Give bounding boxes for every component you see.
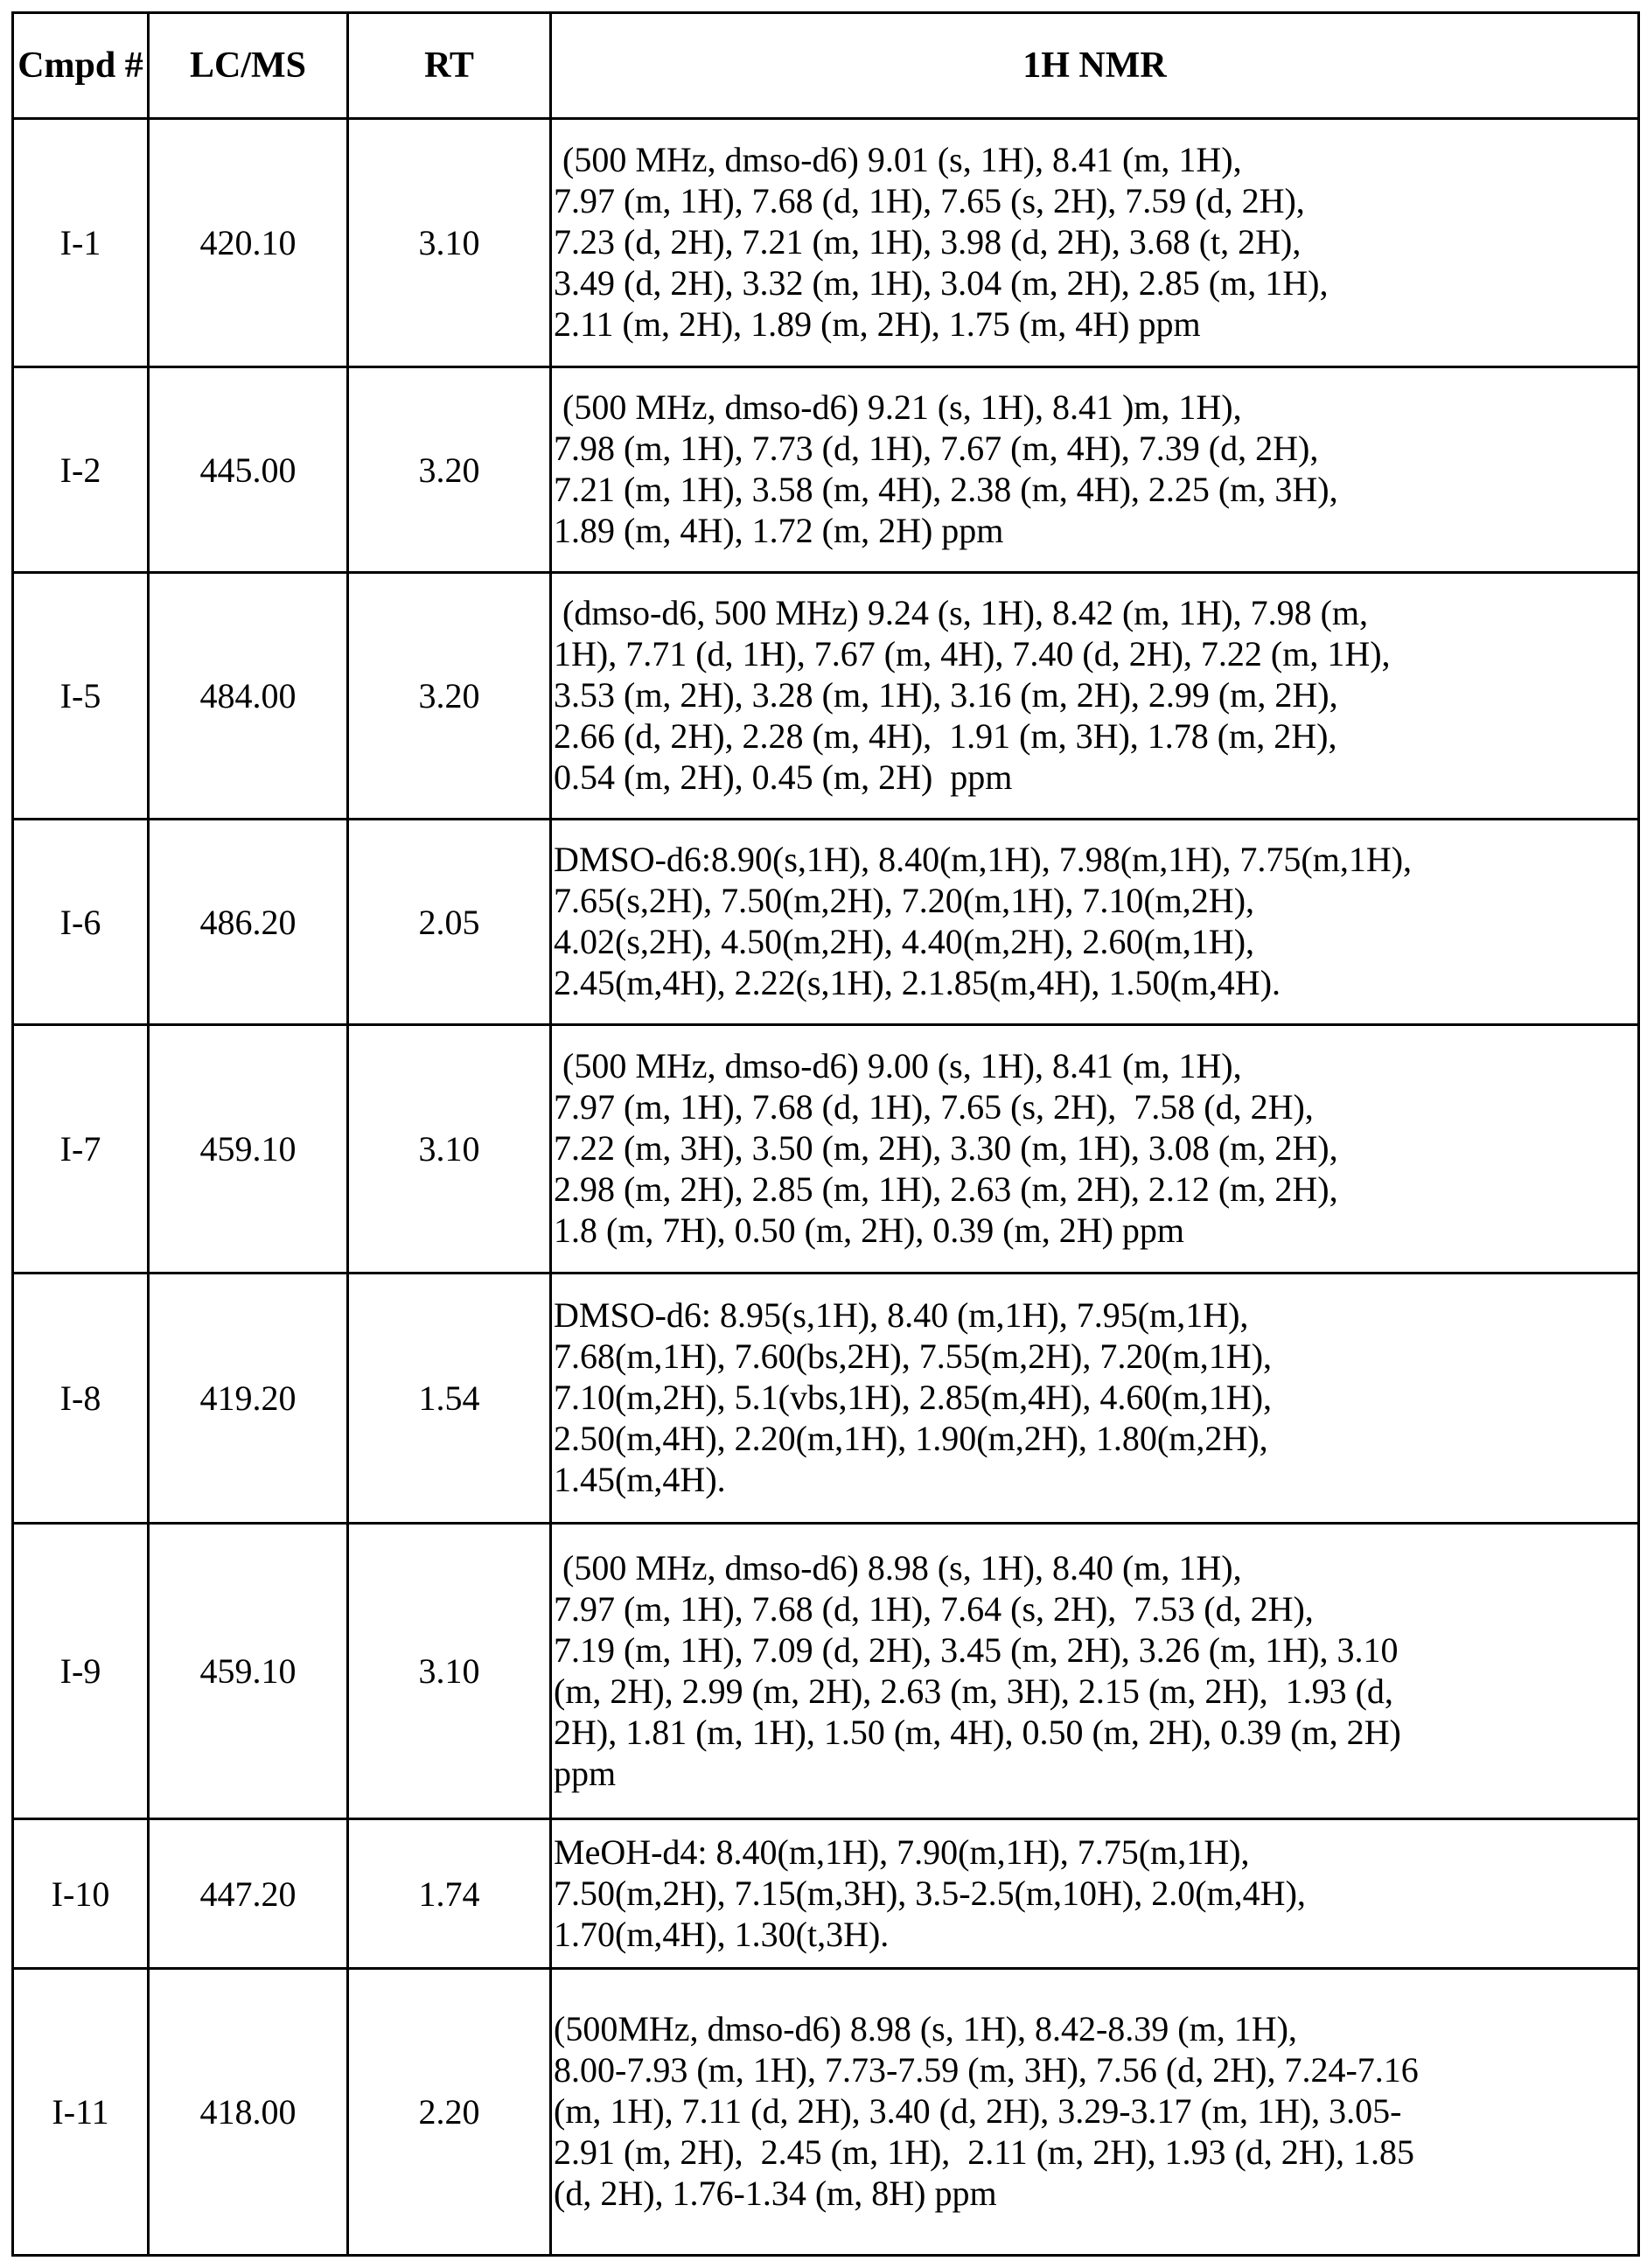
cell-lcms: 445.00 bbox=[149, 367, 348, 573]
nmr-line: 7.97 (m, 1H), 7.68 (d, 1H), 7.65 (s, 2H), 7.59 (d, 2H), bbox=[554, 180, 1634, 221]
cell-cmpd: I-10 bbox=[13, 1819, 149, 1969]
nmr-line: 7.21 (m, 1H), 3.58 (m, 4H), 2.38 (m, 4H), 2.25 (m, 3H), bbox=[554, 469, 1634, 510]
nmr-line: 1.70(m,4H), 1.30(t,3H). bbox=[554, 1914, 1634, 1955]
nmr-line: 2.11 (m, 2H), 1.89 (m, 2H), 1.75 (m, 4H) ppm bbox=[554, 304, 1634, 345]
cell-nmr bbox=[551, 1819, 1639, 1969]
cell-cmpd: I-1 bbox=[13, 119, 149, 367]
cell-cmpd: I-8 bbox=[13, 1274, 149, 1524]
cell-lcms: 418.00 bbox=[149, 1969, 348, 2256]
cell-rt: 2.20 bbox=[348, 1969, 551, 2256]
cell-lcms: 419.20 bbox=[149, 1274, 348, 1524]
nmr-line: (500MHz, dmso-d6) 8.98 (s, 1H), 8.42-8.39 (m, 1H), bbox=[554, 2008, 1634, 2049]
nmr-line: (500 MHz, dmso-d6) 9.21 (s, 1H), 8.41 )m, 1H), bbox=[554, 387, 1634, 428]
cell-rt: 3.10 bbox=[348, 119, 551, 367]
cell-nmr bbox=[551, 119, 1639, 367]
header-lcms: LC/MS bbox=[149, 13, 348, 119]
nmr-line: DMSO-d6: 8.95(s,1H), 8.40 (m,1H), 7.95(m,1H), bbox=[554, 1295, 1634, 1336]
nmr-line: 7.22 (m, 3H), 3.50 (m, 2H), 3.30 (m, 1H), 3.08 (m, 2H), bbox=[554, 1127, 1634, 1169]
cell-lcms: 459.10 bbox=[149, 1025, 348, 1274]
nmr-line: 1.89 (m, 4H), 1.72 (m, 2H) ppm bbox=[554, 510, 1634, 551]
nmr-line: 7.98 (m, 1H), 7.73 (d, 1H), 7.67 (m, 4H), 7.39 (d, 2H), bbox=[554, 428, 1634, 469]
table-row bbox=[13, 1969, 1639, 2256]
header-cmpd: Cmpd # bbox=[13, 13, 149, 119]
table-row bbox=[13, 119, 1639, 367]
table-row bbox=[13, 367, 1639, 573]
table-row bbox=[13, 820, 1639, 1025]
cell-cmpd: I-5 bbox=[13, 573, 149, 820]
cell-cmpd: I-6 bbox=[13, 820, 149, 1025]
nmr-line: 7.23 (d, 2H), 7.21 (m, 1H), 3.98 (d, 2H), 3.68 (t, 2H), bbox=[554, 221, 1634, 262]
cell-cmpd: I-9 bbox=[13, 1524, 149, 1819]
cell-rt: 3.10 bbox=[348, 1025, 551, 1274]
nmr-line: 7.97 (m, 1H), 7.68 (d, 1H), 7.64 (s, 2H), 7.53 (d, 2H), bbox=[554, 1588, 1634, 1629]
cell-rt: 3.10 bbox=[348, 1524, 551, 1819]
nmr-line: 0.54 (m, 2H), 0.45 (m, 2H) ppm bbox=[554, 757, 1634, 798]
nmr-line: 1.45(m,4H). bbox=[554, 1459, 1634, 1500]
nmr-line: 7.10(m,2H), 5.1(vbs,1H), 2.85(m,4H), 4.60(m,1H), bbox=[554, 1377, 1634, 1418]
header-rt: RT bbox=[348, 13, 551, 119]
nmr-line: MeOH-d4: 8.40(m,1H), 7.90(m,1H), 7.75(m,1H), bbox=[554, 1832, 1634, 1873]
cell-lcms: 459.10 bbox=[149, 1524, 348, 1819]
table-row bbox=[13, 1274, 1639, 1524]
nmr-line: (d, 2H), 1.76-1.34 (m, 8H) ppm bbox=[554, 2173, 1634, 2214]
nmr-line: 7.50(m,2H), 7.15(m,3H), 3.5-2.5(m,10H), 2.0(m,4H), bbox=[554, 1873, 1634, 1914]
nmr-line: 8.00-7.93 (m, 1H), 7.73-7.59 (m, 3H), 7.56 (d, 2H), 7.24-7.16 bbox=[554, 2049, 1634, 2090]
nmr-line: ppm bbox=[554, 1753, 1634, 1794]
cell-cmpd: I-7 bbox=[13, 1025, 149, 1274]
cell-lcms: 486.20 bbox=[149, 820, 348, 1025]
cell-nmr bbox=[551, 820, 1639, 1025]
cell-lcms: 420.10 bbox=[149, 119, 348, 367]
nmr-line: 3.53 (m, 2H), 3.28 (m, 1H), 3.16 (m, 2H), 2.99 (m, 2H), bbox=[554, 674, 1634, 715]
nmr-line: 2H), 1.81 (m, 1H), 1.50 (m, 4H), 0.50 (m, 2H), 0.39 (m, 2H) bbox=[554, 1712, 1634, 1753]
cell-rt: 3.20 bbox=[348, 573, 551, 820]
cell-nmr bbox=[551, 1524, 1639, 1819]
cell-nmr bbox=[551, 1025, 1639, 1274]
nmr-line: 2.66 (d, 2H), 2.28 (m, 4H), 1.91 (m, 3H), 1.78 (m, 2H), bbox=[554, 715, 1634, 757]
nmr-line: (500 MHz, dmso-d6) 8.98 (s, 1H), 8.40 (m, 1H), bbox=[554, 1547, 1634, 1588]
cell-lcms: 447.20 bbox=[149, 1819, 348, 1969]
nmr-line: 7.97 (m, 1H), 7.68 (d, 1H), 7.65 (s, 2H), 7.58 (d, 2H), bbox=[554, 1086, 1634, 1127]
nmr-line: (500 MHz, dmso-d6) 9.01 (s, 1H), 8.41 (m, 1H), bbox=[554, 139, 1634, 180]
table-row bbox=[13, 1025, 1639, 1274]
nmr-line: (dmso-d6, 500 MHz) 9.24 (s, 1H), 8.42 (m, 1H), 7.98 (m, bbox=[554, 592, 1634, 633]
cell-lcms: 484.00 bbox=[149, 573, 348, 820]
cell-nmr bbox=[551, 1274, 1639, 1524]
cell-cmpd: I-2 bbox=[13, 367, 149, 573]
nmr-line: 7.19 (m, 1H), 7.09 (d, 2H), 3.45 (m, 2H), 3.26 (m, 1H), 3.10 bbox=[554, 1629, 1634, 1671]
cell-nmr bbox=[551, 1969, 1639, 2256]
nmr-line: 2.98 (m, 2H), 2.85 (m, 1H), 2.63 (m, 2H), 2.12 (m, 2H), bbox=[554, 1169, 1634, 1210]
nmr-line: (m, 2H), 2.99 (m, 2H), 2.63 (m, 3H), 2.15 (m, 2H), 1.93 (d, bbox=[554, 1671, 1634, 1712]
cell-rt: 1.54 bbox=[348, 1274, 551, 1524]
cell-rt: 3.20 bbox=[348, 367, 551, 573]
table-header-row bbox=[13, 13, 1639, 119]
cell-rt: 2.05 bbox=[348, 820, 551, 1025]
nmr-line: 2.50(m,4H), 2.20(m,1H), 1.90(m,2H), 1.80(m,2H), bbox=[554, 1418, 1634, 1459]
nmr-line: 3.49 (d, 2H), 3.32 (m, 1H), 3.04 (m, 2H), 2.85 (m, 1H), bbox=[554, 262, 1634, 304]
cell-nmr bbox=[551, 367, 1639, 573]
cell-cmpd: I-11 bbox=[13, 1969, 149, 2256]
nmr-line: 4.02(s,2H), 4.50(m,2H), 4.40(m,2H), 2.60(m,1H), bbox=[554, 921, 1634, 962]
nmr-line: (m, 1H), 7.11 (d, 2H), 3.40 (d, 2H), 3.29-3.17 (m, 1H), 3.05- bbox=[554, 2090, 1634, 2132]
nmr-line: 7.68(m,1H), 7.60(bs,2H), 7.55(m,2H), 7.20(m,1H), bbox=[554, 1336, 1634, 1377]
nmr-line: DMSO-d6:8.90(s,1H), 8.40(m,1H), 7.98(m,1H), 7.75(m,1H), bbox=[554, 839, 1634, 880]
nmr-line: 7.65(s,2H), 7.50(m,2H), 7.20(m,1H), 7.10(m,2H), bbox=[554, 880, 1634, 921]
nmr-line: 1H), 7.71 (d, 1H), 7.67 (m, 4H), 7.40 (d, 2H), 7.22 (m, 1H), bbox=[554, 633, 1634, 674]
table-row bbox=[13, 1524, 1639, 1819]
nmr-line: 2.45(m,4H), 2.22(s,1H), 2.1.85(m,4H), 1.50(m,4H). bbox=[554, 962, 1634, 1003]
compound-data-table bbox=[11, 11, 1640, 2257]
header-nmr: 1H NMR bbox=[551, 13, 1639, 119]
nmr-line: 2.91 (m, 2H), 2.45 (m, 1H), 2.11 (m, 2H), 1.93 (d, 2H), 1.85 bbox=[554, 2132, 1634, 2173]
cell-rt: 1.74 bbox=[348, 1819, 551, 1969]
table-row bbox=[13, 1819, 1639, 1969]
table-row bbox=[13, 573, 1639, 820]
cell-nmr bbox=[551, 573, 1639, 820]
nmr-line: 1.8 (m, 7H), 0.50 (m, 2H), 0.39 (m, 2H) ppm bbox=[554, 1210, 1634, 1251]
nmr-line: (500 MHz, dmso-d6) 9.00 (s, 1H), 8.41 (m, 1H), bbox=[554, 1045, 1634, 1086]
